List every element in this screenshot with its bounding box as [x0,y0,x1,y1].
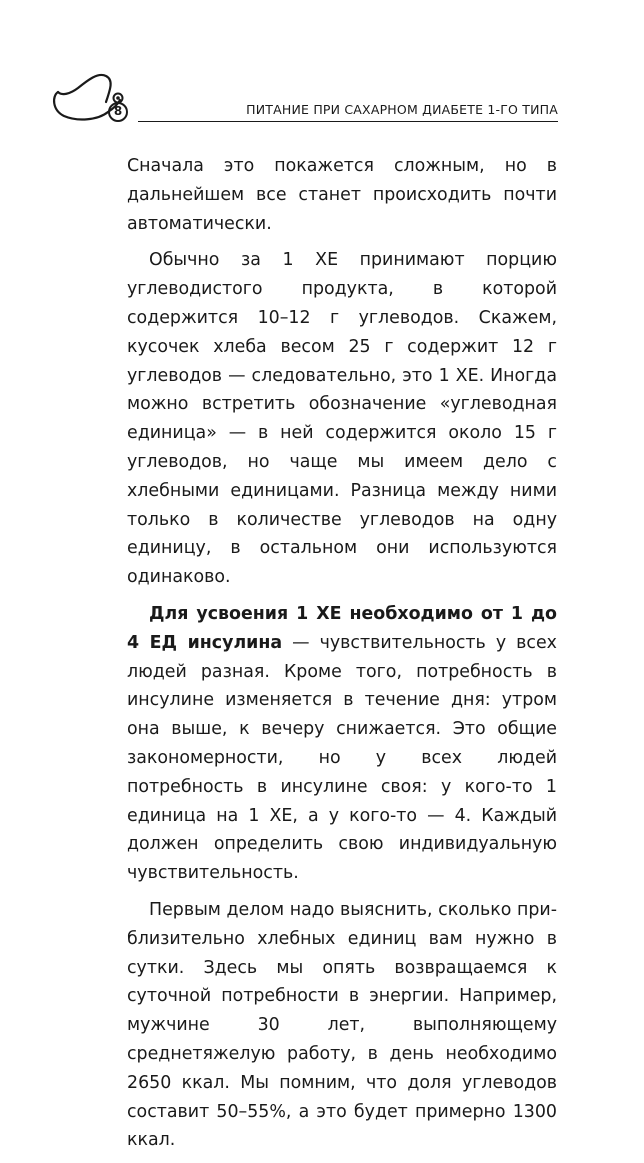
paragraph-2: Обычно за 1 ХЕ принимают порцию углеводистого продукта, в которой содержится 10–12 г углеводов. Скажем, кусочек хлеба весом 25 г содержит 12 г углеводов — следовательно, это 1 ХЕ. Иногда можно встретить обозначение «углеводная единица» — в ней содержится около 15 г углеводов, но чаще мы имеем дело с хлебными единицами. Разница между ними только в количестве углеводов на одну единицу, в остальном они используются одинаково. [127,250,557,588]
paragraph-3-text: — чувствительность у всех людей разная. Кроме того, потребность в инсулине изменяется в течение дня: утром она выше, к вечеру снижается. Это общие закономерности, но у всех людей потребность в инсулине своя: у кого-то 1 единица на 1 ХЕ, а у кого-то — 4. Каждый должен определить свою индивидуальную чувствительность. [127,632,557,884]
page-number: 8 [113,104,123,118]
paragraph-3-bold-lead: Для усвоения 1 ХЕ необходимо от 1 до 4 ЕД инсулина [127,603,557,653]
running-title: ПИТАНИЕ ПРИ САХАРНОМ ДИАБЕТЕ 1-ГО ТИПА [246,102,558,117]
paragraph-4: Первым делом надо выяснить, сколько приблизительно хлебных единиц вам нужно в сутки. Здесь мы опять возвращаемся к суточной потребности в энергии. Например, мужчине 30 лет, выполняющему среднетяжелую работу, в день необходимо 2650 ккал. Мы помним, что доля углеводов составит 50–55%, а это будет примерно 1300 ккал. [127,899,557,1151]
stethoscope-icon [48,68,138,130]
header-rule [138,121,558,122]
paragraph-3 [127,600,557,888]
page-header [0,0,644,130]
body-text [127,152,557,1163]
paragraph-1: Сначала это покажется сложным, но в дальнейшем все станет происходить почти автоматически. [127,156,557,234]
